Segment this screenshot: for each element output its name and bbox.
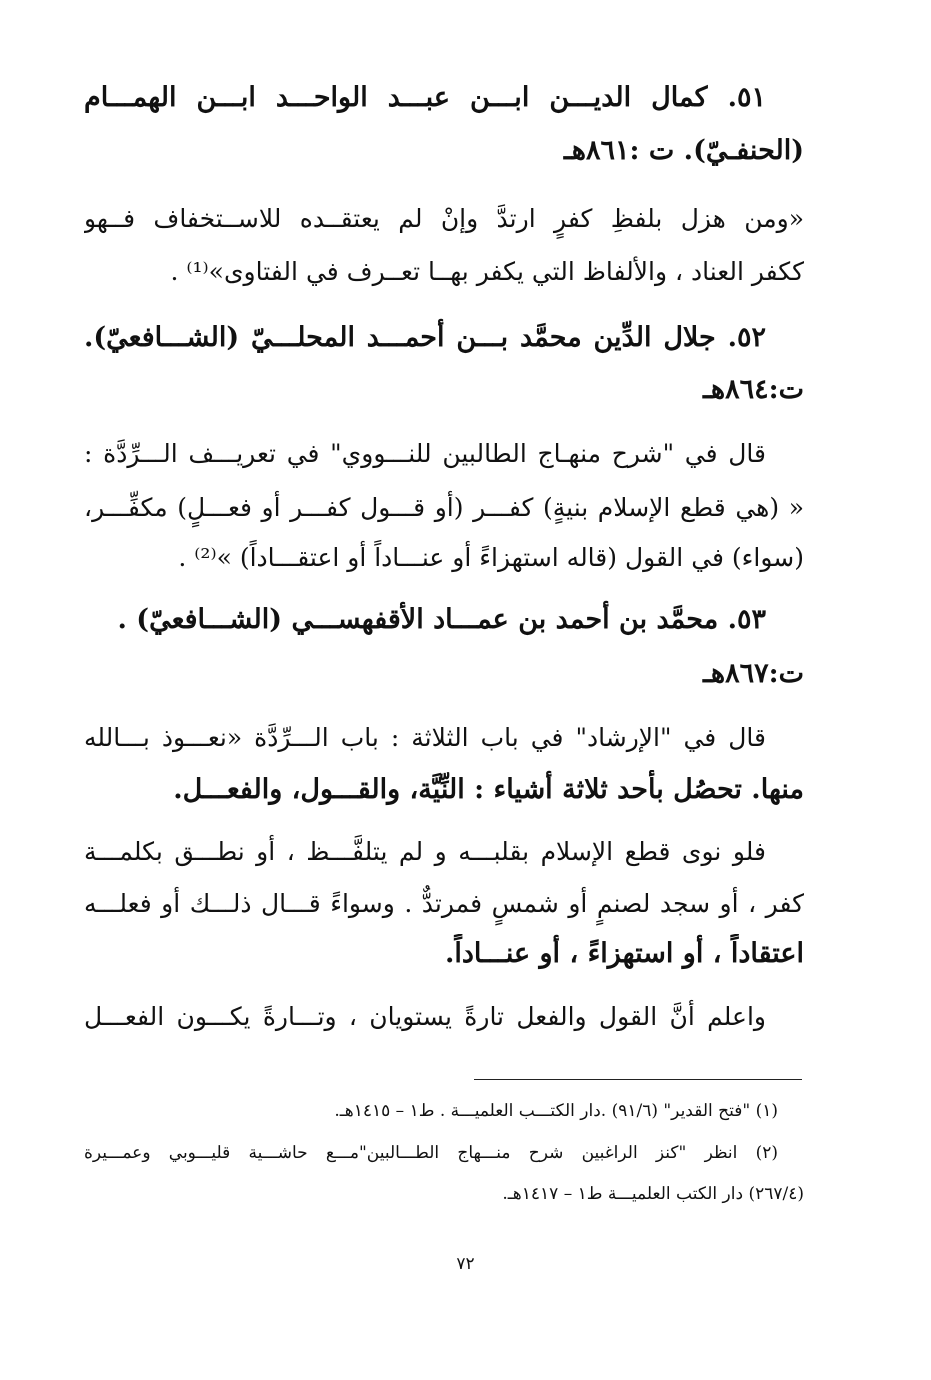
footnote: (٢٦٧/٤) دار الكتب العلميـــة ط١ – ١٤١٧هـ. — [502, 1184, 804, 1204]
entry-body-line: « (هي قطع الإسلام بنيةٍ) كفـــر (أو قـــول كفـــر أو فعـــلٍ) مكفِّـــر، — [84, 493, 804, 522]
entry-heading: ٥٢. جلال الدِّين محمَّد بـــن أحمـــد المحلـــيّ (الشـــافعيّ). — [84, 322, 766, 353]
entry-heading: ٥١. كمال الديـــن ابـــن عبـــد الواحـــد ابـــن الهمـــام — [84, 82, 766, 113]
entry-body-line: (سواء) في القول (قاله استهزاءً أو عنـــاداً أو اعتقـــاداً) »⁽²⁾ . — [178, 543, 804, 572]
footnote: (٢) انظر "كنز الراغبين شرح منـــهاج الطـــالبين"مـــع حاشـــية قليـــوبي وعمـــيرة — [84, 1143, 778, 1163]
entry-heading-date: ت:٨٦٧هـ — [702, 658, 804, 689]
entry-body-line: قال في "شرح منهـاج الطالبين للنـــووي" في تعريـــف الـــرِّدَّة : — [84, 439, 766, 468]
entry-heading-date: (الحنفـيّ). ت :٨٦١هـ — [563, 135, 804, 166]
paragraph-line: اعتقاداً ، أو استهزاءً ، أو عنـــاداً. — [444, 938, 804, 969]
footnote: (١) "فتح القدير" (٩١/٦) .دار الكتـــب العلميـــة . ط١ – ١٤١٥هـ. — [334, 1101, 778, 1121]
paragraph-line: فلو نوى قطع الإسلام بقلبـــه و لم يتلفَّـــظ ، أو نطـــق بكلمـــة — [84, 837, 766, 866]
entry-heading: ٥٣. محمَّد بن أحمد بن عمـــاد الأقفهســـي (الشـــافعيّ) . — [117, 604, 766, 635]
entry-body-line: منها. تحصُل بأحد ثلاثة أشياء : النِّيَّة، والقـــول، والفعـــل. — [173, 774, 804, 805]
entry-body-line: ككفر العناد ، والألفاظ التي يكفر بهــا تعــرف في الفتاوى»⁽¹⁾ . — [170, 257, 804, 286]
entry-body-line: «ومن هزل بلفظِ كفرٍ ارتدَّ وإنْ لم يعتقــده للاســتخفاف فــهو — [84, 204, 804, 233]
paragraph-line: كفر ، أو سجد لصنمٍ أو شمسٍ فمرتدٌّ . وسواءً قـــال ذلـــك أو فعلـــه — [84, 889, 804, 918]
entry-body-line: قال في "الإرشاد" في باب الثلاثة : باب الـــرِّدَّة «نعـــوذ بـــالله — [84, 723, 766, 752]
entry-heading-date: ت:٨٦٤هـ — [702, 374, 804, 405]
page-number: ٧٢ — [456, 1254, 475, 1274]
footnote-separator — [474, 1079, 802, 1080]
paragraph-line: واعلم أنَّ القول والفعل تارةً يستويان ، وتـــارةً يكـــون الفعـــل — [84, 1002, 766, 1031]
